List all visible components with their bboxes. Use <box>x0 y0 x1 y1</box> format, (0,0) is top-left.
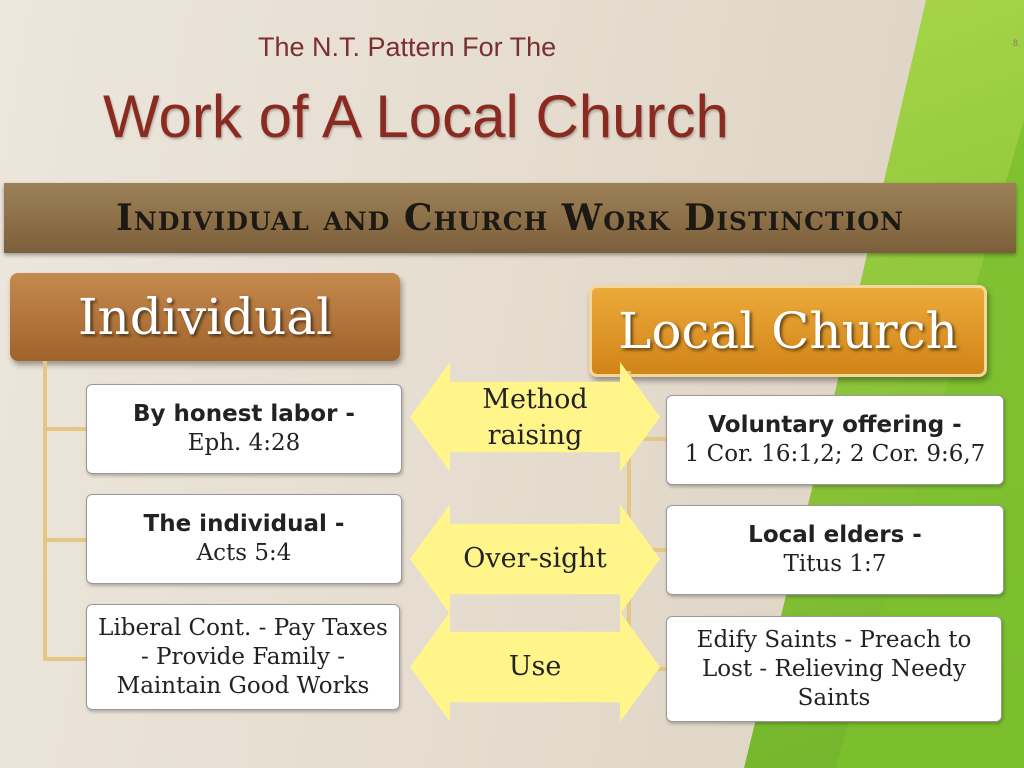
individual-header: Individual <box>10 273 400 361</box>
church-box-use <box>666 616 1002 722</box>
church-oversight-bold: Local elders - <box>748 522 922 548</box>
individual-method-ref: Eph. 4:28 <box>187 430 301 456</box>
row-label-method: Method raising <box>482 384 588 451</box>
local-church-header: Local Church <box>589 285 987 377</box>
connector-line <box>43 657 88 661</box>
page-number: 8 <box>1012 38 1018 48</box>
banner <box>4 183 1016 253</box>
connector-line <box>43 361 47 661</box>
individual-oversight-ref: Acts 5:4 <box>196 540 292 566</box>
individual-method-bold: By honest labor - <box>133 401 355 427</box>
church-method-ref: 1 Cor. 16:1,2; 2 Cor. 9:6,7 <box>684 441 986 467</box>
row-label-oversight: Over-sight <box>463 543 607 574</box>
connector-line <box>43 538 88 542</box>
slide-title: Work of A Local Church <box>103 83 729 150</box>
individual-box-use <box>86 604 400 710</box>
individual-use-text: Liberal Cont. - Pay Taxes - Provide Family - Maintain Good Works <box>98 614 388 699</box>
church-method-bold: Voluntary offering - <box>708 412 962 438</box>
banner-title: Individual and Church Work Distinction <box>116 197 904 239</box>
slide-subtitle: The N.T. Pattern For The <box>258 32 557 62</box>
church-oversight-ref: Titus 1:7 <box>783 551 887 577</box>
individual-box-method <box>86 384 402 474</box>
connector-line <box>43 427 88 431</box>
church-box-method <box>666 395 1004 485</box>
church-box-oversight <box>666 505 1004 595</box>
individual-box-oversight <box>86 494 402 584</box>
row-label-use: Use <box>508 651 562 682</box>
individual-oversight-bold: The individual - <box>143 511 345 537</box>
church-use-text: Edify Saints - Preach to Lost - Relieving Needy Saints <box>696 626 972 711</box>
